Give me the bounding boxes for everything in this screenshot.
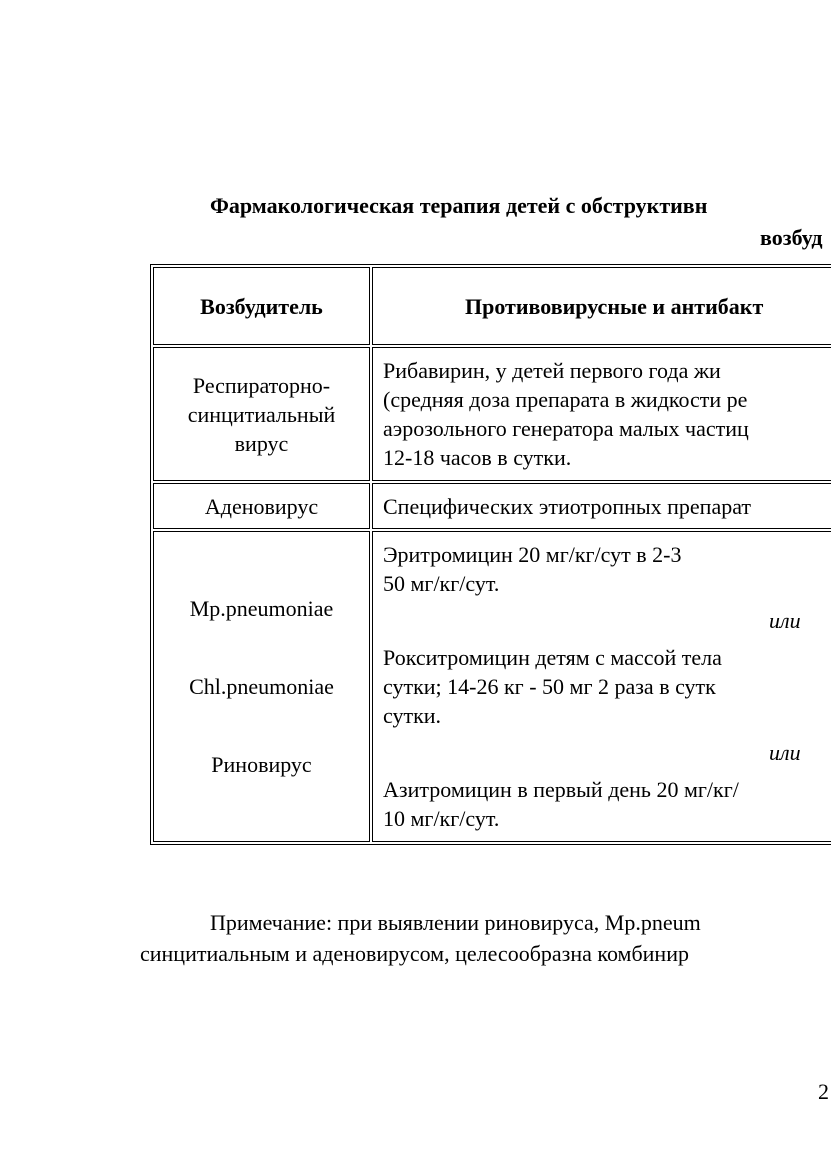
pathogen-line: синцитиальный <box>187 401 336 427</box>
footnote-line-1: Примечание: при выявлении риновируса, Mp.pneum <box>210 910 701 935</box>
drug-line: сутки. <box>383 703 442 728</box>
drug-line: аэрозольного генератора малых частиц <box>383 416 749 441</box>
pathogen-line: Chl.pneumoniae <box>189 674 334 699</box>
pathogen-line: Mp.pneumoniae <box>189 596 334 621</box>
document-title-line-1: Фармакологическая терапия детей с обструктивн <box>210 193 708 218</box>
drug-line: 50 мг/кг/сут. <box>383 571 500 596</box>
therapy-table <box>150 264 831 845</box>
pathogen-line: Респираторно- <box>192 372 331 398</box>
drug-line: 10 мг/кг/сут. <box>383 806 500 831</box>
footnote-line-2: синцитиальным и аденовирусом, целесообразна комбинир <box>140 941 689 966</box>
drug-cell <box>372 347 831 481</box>
footnote <box>140 907 831 969</box>
separator-or: или <box>769 608 801 633</box>
separator-or: или <box>769 740 801 765</box>
table-row <box>153 483 831 529</box>
drug-line: (средняя доза препарата в жидкости ре <box>383 387 748 412</box>
header-pathogen: Возбудитель <box>153 267 370 345</box>
drug-line: Рокситромицин детям с массой тела <box>383 645 722 670</box>
pathogen-cell <box>153 531 370 842</box>
table-row <box>153 347 831 481</box>
table-row <box>153 531 831 842</box>
document-title-line-2: возбуд <box>760 225 823 250</box>
pathogen-cell <box>153 347 370 481</box>
header-drugs: Противовирусные и антибакт <box>372 267 831 345</box>
table-header-row <box>153 267 831 345</box>
pathogen-cell: Аденовирус <box>153 483 370 529</box>
drug-line: Эритромицин 20 мг/кг/сут в 2-3 <box>383 542 682 567</box>
drug-line: Азитромицин в первый день 20 мг/кг/ <box>383 777 739 802</box>
drug-line: Рибавирин, у детей первого года жи <box>383 358 721 383</box>
drug-cell <box>372 531 831 842</box>
pathogen-line: вирус <box>234 430 289 456</box>
drug-cell: Специфических этиотропных препарат <box>372 483 831 529</box>
page-number: 2 <box>818 1079 829 1104</box>
pathogen-line: Риновирус <box>211 752 312 777</box>
drug-line: сутки; 14-26 кг - 50 мг 2 раза в сутк <box>383 674 716 699</box>
drug-line: 12-18 часов в сутки. <box>383 445 572 470</box>
